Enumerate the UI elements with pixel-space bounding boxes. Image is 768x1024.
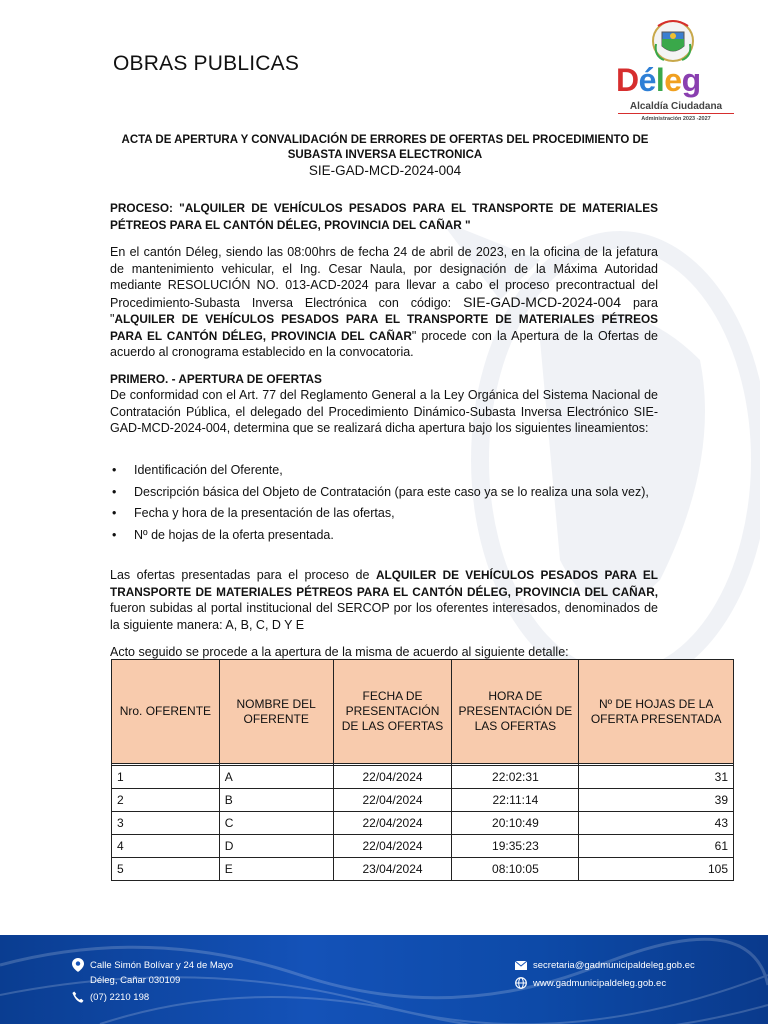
phone-text: (07) 2210 198 [90, 991, 150, 1003]
intro-process-name: ALQUILER DE VEHÍCULOS PESADOS PARA EL TRANSPORTE DE MATERIALES PÉTREOS PARA EL CANTÓN DÉLEG, PROVINCIA DEL CAÑAR [110, 312, 658, 343]
coat-of-arms-icon [650, 18, 696, 64]
offers-process-name: ALQUILER DE VEHÍCULOS PESADOS PARA EL TRANSPORTE DE MATERIALES PÉTREOS PARA EL CANTÓN DÉLEG, PROVINCIA DEL CAÑAR, [110, 568, 658, 599]
offer-number: 2 [112, 789, 220, 812]
offer-pages: 61 [579, 835, 734, 858]
footer-website [515, 977, 666, 989]
footer-phone [72, 991, 149, 1003]
process-name: PROCESO: "ALQUILER DE VEHÍCULOS PESADOS PARA EL TRANSPORTE DE MATERIALES PÉTREOS PARA EL CANTÓN DÉLEG, PROVINCIA DEL CAÑAR " [110, 201, 658, 232]
offer-time: 08:10:05 [452, 858, 579, 881]
offer-name: D [219, 835, 333, 858]
offer-pages: 105 [579, 858, 734, 881]
department-title: OBRAS PUBLICAS [113, 52, 300, 75]
footer-email [515, 960, 695, 971]
offers-text-2: fueron subidas al portal institucional del SERCOP por los oferentes interesados, denominados de la siguiente manera: A, B, C, D Y E [110, 601, 658, 632]
email-icon [515, 961, 527, 970]
offer-time: 19:35:23 [452, 835, 579, 858]
intro-text-2: para " [110, 295, 658, 326]
section-heading: PRIMERO. - APERTURA DE OFERTAS [110, 372, 322, 386]
table-row [112, 812, 734, 835]
address-text: Calle Simón Bolívar y 24 de Mayo [90, 959, 234, 971]
offer-date: 22/04/2024 [333, 789, 452, 812]
offer-pages: 39 [579, 789, 734, 812]
offer-time: 22:11:14 [452, 789, 579, 812]
globe-icon [515, 977, 527, 989]
website-link[interactable]: www.gadmunicipaldeleg.gob.ec [533, 977, 667, 989]
offer-pages: 43 [579, 812, 734, 835]
offer-date: 22/04/2024 [333, 835, 452, 858]
phone-icon [72, 991, 84, 1003]
city-text: Déleg, Cañar 030109 [90, 975, 181, 986]
intro-text-3: " procede con la Apertura de la Ofertas de acuerdo al cronograma establecido en la convocatoria. [110, 328, 658, 359]
offers-paragraph [110, 567, 658, 633]
offer-number: 4 [112, 835, 220, 858]
table-row [112, 835, 734, 858]
column-header: HORA DE PRESENTACIÓN DE LAS OFERTAS [452, 660, 579, 764]
intro-text-1: En el cantón Déleg, siendo las 08:00hrs de fecha 24 de abril de 2023, en la oficina de la jefatura de mantenimiento vehicular, el Ing. Cesar Naula, por designación de la Máxima Autoridad mediante RESOLUCIÓN NO. 013-ACD-2024 para llevar a cabo el proceso precontractual del Procedimiento-Subasta Inversa Electrónica con código: [110, 245, 658, 310]
municipal-logo [608, 18, 738, 122]
column-header: NOMBRE DEL OFERENTE [219, 660, 333, 764]
intro-paragraph [110, 244, 658, 361]
table-row [112, 766, 734, 789]
offer-date: 22/04/2024 [333, 812, 452, 835]
offers-text-1: Las ofertas presentadas para el proceso de [110, 568, 376, 582]
logo-subtitle: Alcaldía Ciudadana [618, 101, 734, 114]
table-header-row [112, 660, 734, 764]
offer-pages: 31 [579, 766, 734, 789]
offer-name: E [219, 858, 333, 881]
column-header: FECHA DE PRESENTACIÓN DE LAS OFERTAS [333, 660, 452, 764]
logo-period: Administración 2023 -2027 [641, 116, 711, 122]
footer-address-line1 [72, 958, 233, 972]
footer-address-line2 [90, 975, 180, 986]
offers-table [111, 659, 734, 881]
page-footer [0, 935, 768, 1024]
table-intro: Acto seguido se procede a la apertura de la misma de acuerdo al siguiente detalle: [110, 645, 569, 659]
guidelines-list [110, 462, 658, 548]
email-text[interactable]: secretaria@gadmunicipaldeleg.gob.ec [533, 960, 695, 971]
column-header: Nro. OFERENTE [112, 660, 220, 764]
offer-date: 23/04/2024 [333, 858, 452, 881]
document-title: ACTA DE APERTURA Y CONVALIDACIÓN DE ERRORES DE OFERTAS DEL PROCEDIMIENTO DE SUBASTA INVERSA ELECTRONICA [121, 134, 649, 161]
offer-date: 22/04/2024 [333, 766, 452, 789]
list-item: • Identificación del Oferente, [110, 462, 658, 479]
list-item: • Fecha y hora de la presentación de las ofertas, [110, 505, 658, 522]
location-pin-icon [72, 958, 84, 972]
column-header: Nº DE HOJAS DE LA OFERTA PRESENTADA [579, 660, 734, 764]
document-code: SIE-GAD-MCD-2024-004 [308, 163, 462, 178]
table-row [112, 858, 734, 881]
intro-code: SIE-GAD-MCD-2024-004 [463, 293, 621, 310]
section-paragraph: De conformidad con el Art. 77 del Reglamento General a la Ley Orgánica del Sistema Nacional de Contratación Pública, el delegado del Procedimiento Dinámico-Subasta Inversa Electrónico SIE-GAD-MCD-2024-004, determina que se realizará dicha apertura bajo los siguientes lineamientos: [110, 388, 658, 435]
offer-name: A [219, 766, 333, 789]
offer-number: 5 [112, 858, 220, 881]
table-row [112, 789, 734, 812]
offer-number: 3 [112, 812, 220, 835]
offer-name: C [219, 812, 333, 835]
list-item: • Descripción básica del Objeto de Contratación (para este caso ya se lo realiza una sola vez), [110, 484, 658, 501]
offer-time: 22:02:31 [452, 766, 579, 789]
offer-number: 1 [112, 766, 220, 789]
logo-wordmark: Déleg [616, 62, 701, 98]
list-item: • Nº de hojas de la oferta presentada. [110, 527, 658, 544]
offer-name: B [219, 789, 333, 812]
offer-time: 20:10:49 [452, 812, 579, 835]
